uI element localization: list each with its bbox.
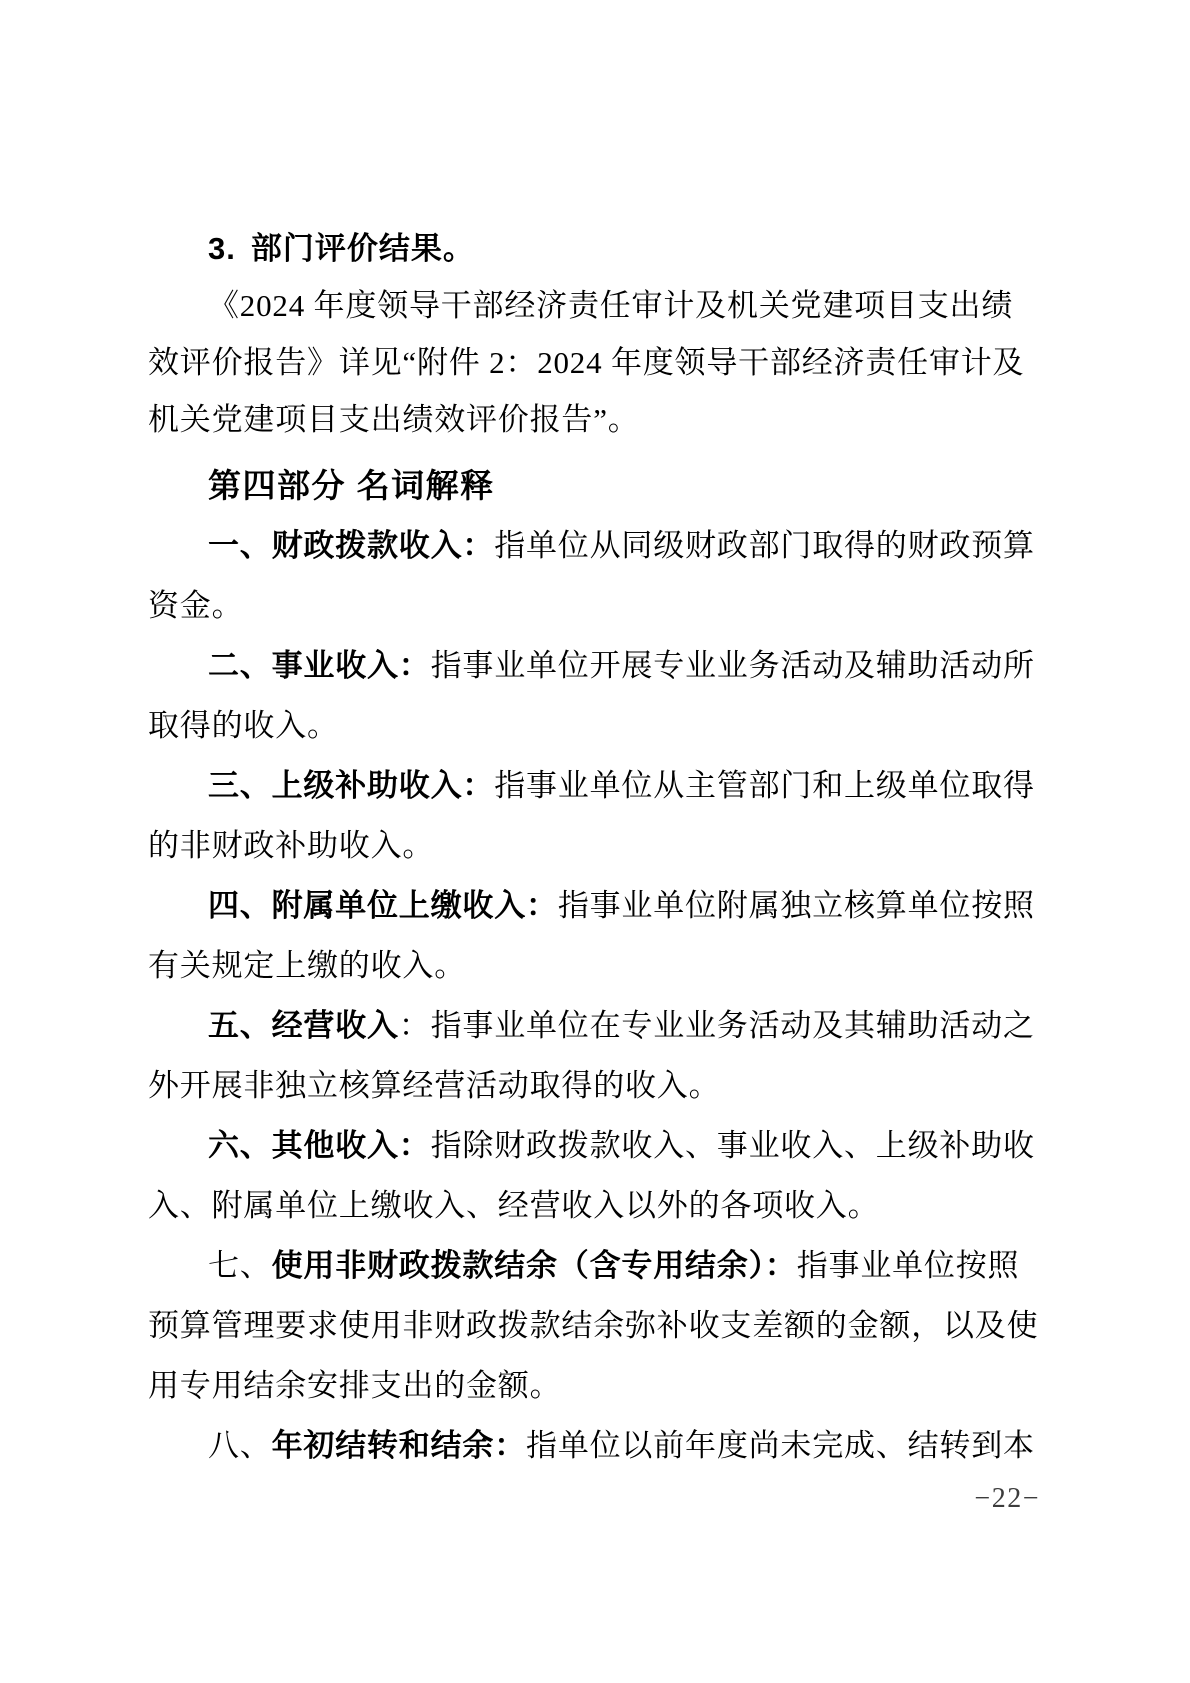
text-segment: 四、附属单位上缴收入： — [208, 888, 558, 923]
term-4-line-1 — [148, 876, 1048, 936]
heading-part-four-glossary — [148, 456, 1048, 516]
text-segment: 二、事业收入： — [208, 648, 431, 683]
text-segment: 六、其他收入： — [208, 1128, 431, 1163]
text-segment: 入、附属单位上缴收入、经营收入以外的各项收入。 — [148, 1188, 880, 1223]
term-2-line-1 — [148, 636, 1048, 696]
para-eval-report-line-1 — [148, 277, 1048, 334]
term-1-line-1 — [148, 516, 1048, 576]
text-segment: 年初结转和结余： — [271, 1428, 527, 1463]
term-4-line-2 — [148, 936, 1048, 996]
text-segment: 指事业单位开展专业业务活动及辅助活动所 — [430, 648, 1035, 683]
text-segment: 预算管理要求使用非财政拨款结余弥补收支差额的金额，以及使 — [148, 1308, 1039, 1343]
text-segment: 部门评价结果。 — [250, 231, 475, 266]
document-body — [148, 220, 1048, 1476]
text-segment: 外开展非独立核算经营活动取得的收入。 — [148, 1068, 721, 1103]
text-segment: 指事业单位从主管部门和上级单位取得 — [494, 768, 1035, 803]
term-2-line-2 — [148, 696, 1048, 756]
text-segment: 用专用结余安排支出的金额。 — [148, 1368, 562, 1403]
para-eval-report-line-3 — [148, 391, 1048, 448]
text-segment: 效评价报告》详见“附件 2：2024 年度领导干部经济责任审计及 — [148, 345, 1025, 380]
term-5-line-2 — [148, 1056, 1048, 1116]
term-3-line-2 — [148, 816, 1048, 876]
text-segment: 有关规定上缴的收入。 — [148, 948, 466, 983]
text-segment: 指事业单位附属独立核算单位按照 — [557, 888, 1035, 923]
term-1-line-2 — [148, 576, 1048, 636]
text-segment: 机关党建项目支出绩效评价报告”。 — [148, 402, 640, 437]
heading-dept-eval-result — [148, 220, 1048, 277]
term-5-line-1 — [148, 996, 1048, 1056]
text-segment: 《2024 年度领导干部经济责任审计及机关党建项目支出绩 — [208, 288, 1014, 323]
page-number: −22− — [974, 1483, 1040, 1514]
text-segment: 三、上级补助收入： — [208, 768, 495, 803]
term-6-line-2 — [148, 1176, 1048, 1236]
text-segment: 指单位以前年度尚未完成、结转到本 — [526, 1428, 1035, 1463]
term-7-line-2 — [148, 1296, 1048, 1356]
text-segment: 的非财政补助收入。 — [148, 828, 435, 863]
para-eval-report-line-2 — [148, 334, 1048, 391]
term-8-line-1 — [148, 1416, 1048, 1476]
text-segment: 取得的收入。 — [148, 708, 339, 743]
text-segment: 八、 — [208, 1428, 272, 1463]
text-segment: 七、 — [208, 1248, 272, 1283]
text-segment: 3. — [208, 231, 236, 266]
term-6-line-1 — [148, 1116, 1048, 1176]
text-segment: 指除财政拨款收入、事业收入、上级补助收 — [430, 1128, 1035, 1163]
term-3-line-1 — [148, 756, 1048, 816]
term-7-line-1 — [148, 1236, 1048, 1296]
text-segment: 指事业单位按照 — [796, 1248, 1020, 1283]
text-segment: 资金。 — [148, 588, 244, 623]
text-segment: 使用非财政拨款结余（含专用结余）： — [271, 1248, 797, 1283]
text-segment: ：指事业单位在专业业务活动及其辅助活动之 — [398, 1008, 1035, 1043]
text-segment: 指单位从同级财政部门取得的财政预算 — [494, 528, 1035, 563]
text-segment: 五、经营收入 — [208, 1008, 399, 1043]
text-segment: 一、财政拨款收入： — [208, 528, 495, 563]
term-7-line-3 — [148, 1356, 1048, 1416]
text-segment: 第四部分 名词解释 — [208, 467, 495, 504]
